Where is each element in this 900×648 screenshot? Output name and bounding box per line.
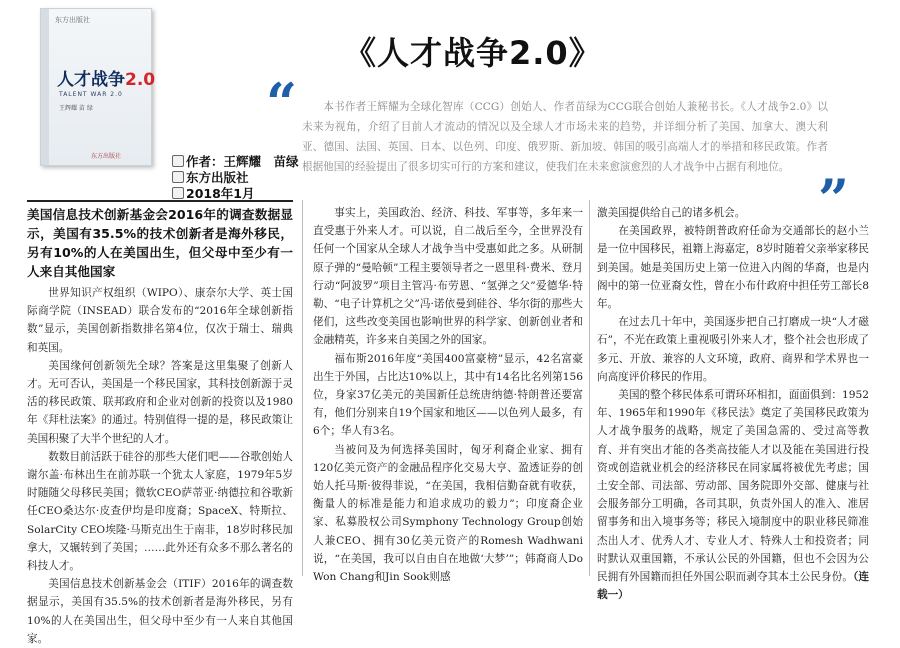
column-1 [27, 200, 293, 648]
info-author-row [172, 154, 299, 170]
book-cover [40, 8, 156, 166]
cover-title-text: 人才战争 [57, 70, 125, 90]
paragraph: 激美国提供给自己的诸多机会。 [597, 207, 746, 219]
page-title: 《人才战争2.0》 [344, 34, 602, 72]
continued-label: （连载一） [597, 571, 870, 602]
book-spine [41, 9, 49, 165]
cover-publisher-logo: 东方出版社 [55, 16, 90, 24]
cover-version: 2.0 [125, 70, 156, 90]
cover-publisher: 东方出版社 [91, 153, 122, 160]
summary-quote: 本书作者王辉耀为全球化智库（CCG）创始人、作者苗绿为CCG联合创始人兼秘书长。《人才战争2.0》以未来为视角，介绍了目前人才流动的情况以及全球人才市场未来的趋势，并详细分析了美国、加拿大、澳大利亚、德国、法国、英国、日本、以色列、印度、俄罗斯、新加坡、韩国的吸引高端人才的举措和移民政策。作者根据他国的经验提出了很多切实可行的方案和建议，使我们在未来愈演愈烈的人才战争中占据有利地位。 [302, 101, 828, 173]
paragraph: 在过去几十年中，美国逐步把自己打磨成一块“人才磁石”，不光在政策上重视吸引外来人才，整个社会也形成了多元、开放、兼容的人文环境，政府、商界和学术界也一向高度评价移民的作用。 [597, 316, 869, 383]
close-quote-icon: ” [818, 167, 850, 231]
paragraph: 美国信息技术创新基金会（ITIF）2016年的调查数据显示，美国有35.5%的技术创新者是海外移民，另有10%的人在美国出生，但父母中至少有一人来自其他国家。 [27, 578, 293, 645]
book-info [172, 154, 299, 202]
paragraph: 当被问及为何选择美国时，匈牙利裔企业家、拥有120亿美元资产的金融品程序化交易大亨、盈透证券的创始人托马斯·彼得菲说，“在美国，我相信勤奋就有收获，衡量人的标准是能力和追求成功的毅力”；印度裔企业家、私募股权公司Symphony Technology Group创始人兼CEO、拥有30亿美元资产的Romesh Wadhwani说，“在美国，我可以自由自在地做‘大梦’”；韩裔商人Do Won Chang和Jin Sook则感 [313, 443, 583, 584]
cover-english-title: TALENT WAR 2.0 [59, 91, 123, 98]
info-publisher: 东方出版社 [186, 170, 249, 185]
bullet-icon [172, 155, 184, 167]
info-publisher-row [172, 170, 299, 186]
open-quote-icon: “ [266, 71, 298, 135]
paragraph: 事实上，美国政治、经济、科技、军事等，多年来一直受惠于外来人才。可以说，自二战后至今，全世界没有任何一个国家从全球人才战争当中受惠如此之多。从研制原子弹的“曼哈顿”工程主要领导者之一恩里科·费米、登月行动“阿波罗”项目主管冯·布劳恩、“氢弹之父”爱德华·特勒、“电子计算机之父”冯·诺依曼到硅谷、华尔街的那些大佬们，这些改变美国也影响世界的科学家、创新创业者和金融精英，许多来自美国之外的国家。 [313, 207, 583, 347]
column-2 [313, 204, 583, 586]
info-author: 作者：王辉耀 苗绿 [186, 154, 299, 169]
bullet-icon [172, 187, 184, 199]
bullet-icon [172, 171, 184, 183]
info-date: 2018年1月 [186, 186, 255, 201]
paragraph: 世界知识产权组织（WIPO）、康奈尔大学、英士国际商学院（INSEAD）联合发布的“2016年全球创新指数”显示，美国创新指数排名第4位，仅次于瑞士、瑞典和英国。 [27, 287, 293, 354]
cover-authors: 王辉耀 苗 绿 [59, 105, 93, 112]
column-divider [302, 200, 303, 576]
column-divider [589, 200, 590, 576]
paragraph: 福布斯2016年度“美国400富豪榜”显示，42名富豪出生于外国，占比达10%以上，其中有14名比名列第156位，身家37亿美元的美国新任总统唐纳德·特朗普还要富有，他们分别来自19个国家和地区——以色列人最多，有6个；华人有3名。 [313, 352, 583, 438]
paragraph: 数数目前活跃于硅谷的那些大佬们吧——谷歌创始人谢尔盖·布林出生在前苏联一个犹太人家庭，1979年5岁时随随父母移民美国；微软CEO萨蒂亚·纳德拉和谷歌新任CEO桑达尔·皮查伊均是印度裔；SpaceX、特斯拉、SolarCity CEO埃隆·马斯克出生于南非，18岁时移民加拿大，又辗转到了美国；……此外还有众多不那么著名的科技人才。 [27, 450, 293, 573]
column-3 [597, 204, 869, 604]
article-headline: 美国信息技术创新基金会2016年的调查数据显示，美国有35.5%的技术创新者是海外移民，另有10%的人在美国出生，但父母中至少有一人来自其他国家 [27, 200, 293, 281]
paragraph: 在美国政界，被特朗普政府任命为交通部长的赵小兰是一位中国移民，祖籍上海嘉定，8岁时随着父亲举家移民到美国。她是美国历史上第一位进入内阁的华裔，也是内阁中的第一位亚裔女性，曾在小布什政府中担任劳工部长8年。 [597, 225, 869, 311]
paragraph-text: 美国的整个移民体系可谓环环相扣，面面俱到：1952年、1965年和1990年《移民法》奠定了美国移民政策为人才战争服务的战略，规定了美国急需的、受过高等教育、并有突出才能的各类高技能人才以及能在美国进行投资或创造就业机会的经济移民在同家属将被优先考虑；国土安全部、司法部、劳动部、国务院即外交部、健康与社会服务部分工明确，各司其职，负责外国人的准入、准居留事务和出入境事务等；移民入境制度中的职业移民筛准杰出人才、优秀人才、专业人才、特殊人士和投资者；同时默认双重国籍，不承认公民的外国籍，但也不会因为公民拥有外国籍而担任外国公职而剥夺其本土公民身份。 [597, 389, 869, 584]
cover-title [57, 65, 155, 90]
paragraph: 美国缘何创新领先全球？答案是这里集聚了创新人才。无可否认，美国是一个移民国家，其科技创新源于灵活的移民政策、联邦政府和企业对创新的投资以及1980年《拜杜法案》的通过。特别值得一提的是，移民政策让美国积聚了大半个世纪的人才。 [27, 359, 293, 445]
paragraph [597, 386, 869, 604]
